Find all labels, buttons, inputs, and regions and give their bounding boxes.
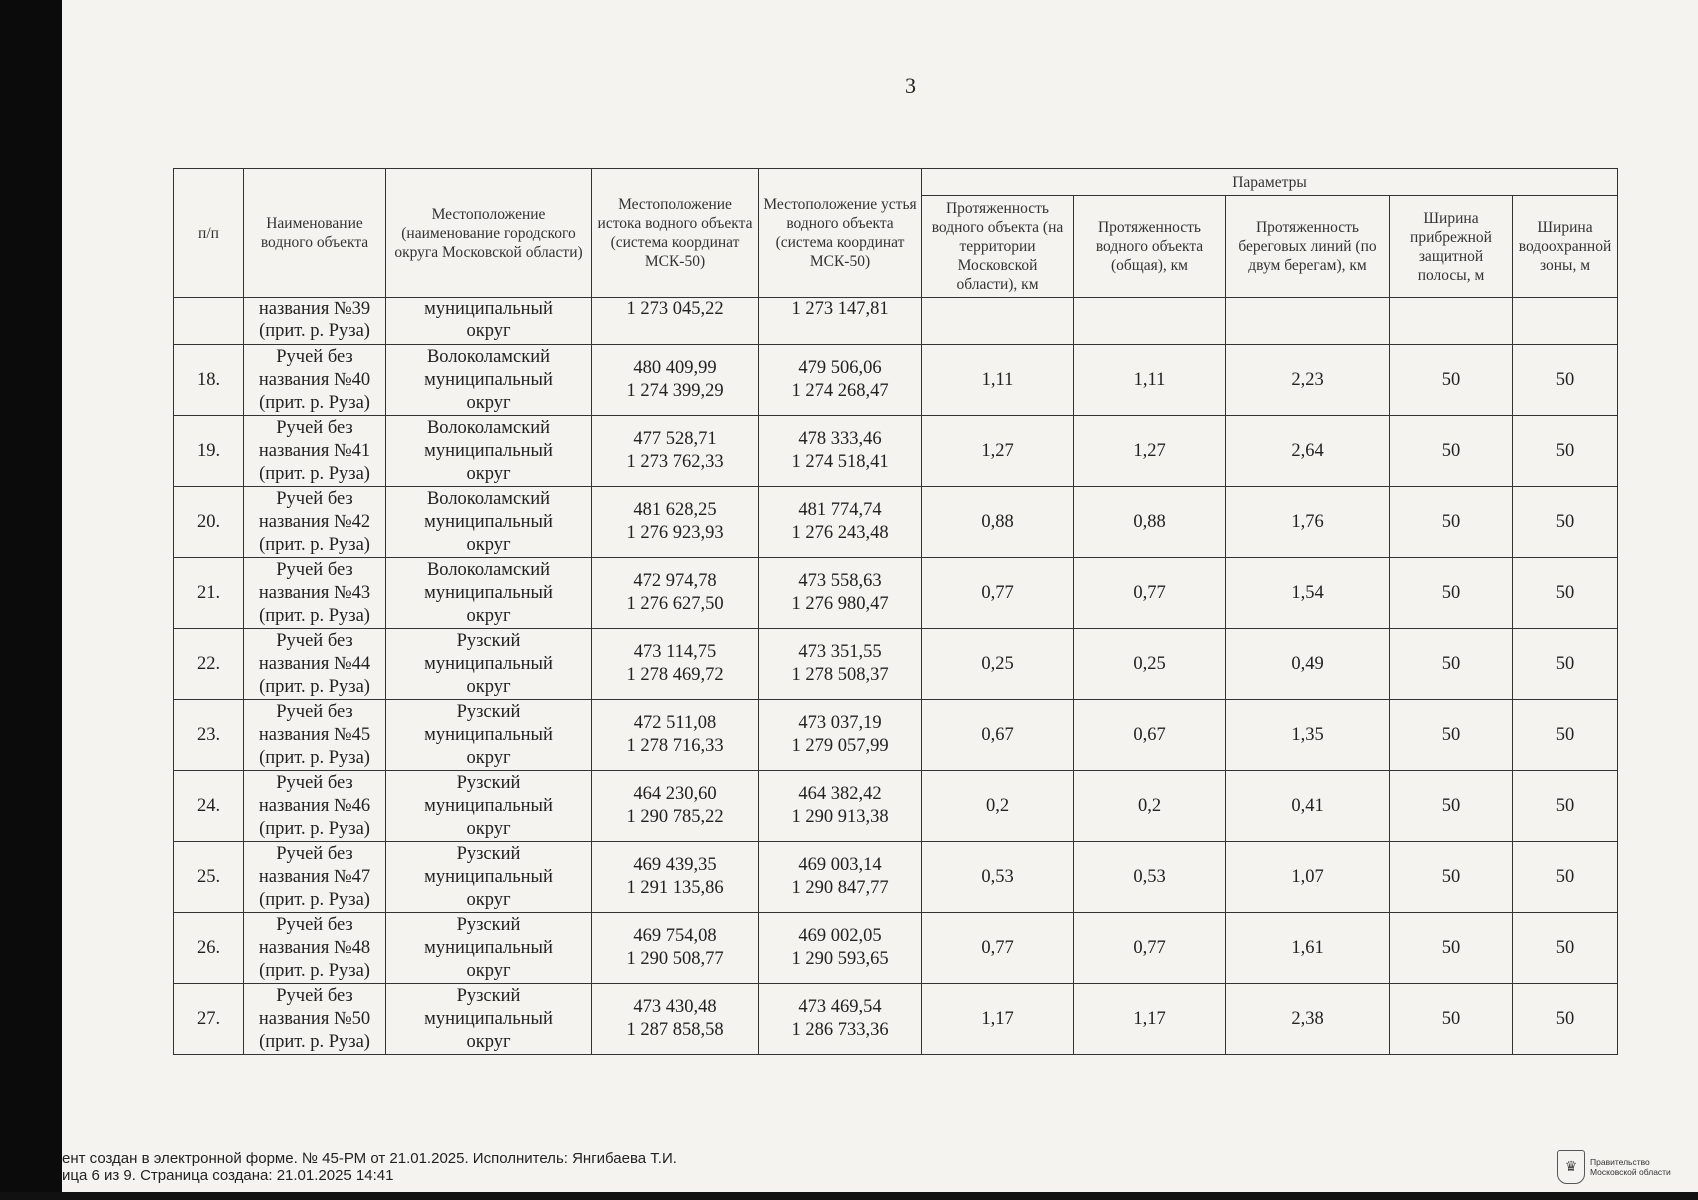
name-line: (прит. р. Руза) <box>259 960 370 981</box>
name-line: (прит. р. Руза) <box>259 747 370 768</box>
coat-of-arms-icon: ♛ <box>1557 1150 1585 1184</box>
mouth-coords-cell <box>759 700 922 771</box>
length-region-cell: 1,27 <box>922 416 1074 487</box>
location-line: Рузский <box>456 772 521 793</box>
name-line: Ручей без <box>276 985 353 1006</box>
name-cell <box>244 984 386 1055</box>
source-line: 477 528,71 <box>633 429 717 449</box>
header-protection-zone-width: Ширина водоохранной зоны, м <box>1513 196 1618 298</box>
coastal-strip-cell: 50 <box>1390 842 1513 913</box>
name-line: (прит. р. Руза) <box>259 818 370 839</box>
location-line: округ <box>466 321 511 341</box>
location-line: округ <box>466 463 511 484</box>
location-line: муниципальный <box>424 440 553 461</box>
name-line: (прит. р. Руза) <box>259 321 370 341</box>
source-line: 1 287 858,58 <box>626 1020 724 1040</box>
header-mouth-location: Местоположение устья водного объекта (система координат МСК-50) <box>759 169 922 298</box>
mouth-line: 1 286 733,36 <box>791 1020 889 1040</box>
length-total-cell: 0,77 <box>1074 913 1226 984</box>
row-number-cell: 20. <box>174 487 244 558</box>
location-line: округ <box>466 605 511 626</box>
name-line: Ручей без <box>276 843 353 864</box>
name-cell <box>244 298 386 345</box>
header-length-region: Протяженность водного объекта (на территории Московской области), км <box>922 196 1074 298</box>
location-line: Рузский <box>456 985 521 1006</box>
source-coords-cell <box>592 984 759 1055</box>
length-total-cell: 0,2 <box>1074 771 1226 842</box>
source-line: 480 409,99 <box>633 358 717 378</box>
mouth-line: 1 290 593,65 <box>791 949 889 969</box>
source-coords-cell <box>592 629 759 700</box>
length-total-cell: 0,53 <box>1074 842 1226 913</box>
mouth-line: 473 469,54 <box>798 997 882 1017</box>
name-line: Ручей без <box>276 559 353 580</box>
length-total-cell: 1,11 <box>1074 345 1226 416</box>
name-line: названия №48 <box>258 937 371 958</box>
coastal-strip-cell: 50 <box>1390 984 1513 1055</box>
source-coords-cell <box>592 345 759 416</box>
source-line: 469 439,35 <box>633 855 717 875</box>
header-shoreline-length: Протяженность береговых линий (по двум берегам), км <box>1226 196 1390 298</box>
name-line: Ручей без <box>276 914 353 935</box>
location-line: Рузский <box>456 914 521 935</box>
location-cell <box>386 984 592 1055</box>
location-line: муниципальный <box>424 511 553 532</box>
source-line: 1 276 923,93 <box>626 523 724 543</box>
scan-left-edge <box>0 0 62 1200</box>
mouth-line: 473 037,19 <box>798 713 882 733</box>
location-line: Волоколамский <box>426 488 551 509</box>
name-cell <box>244 771 386 842</box>
length-total-cell: 1,27 <box>1074 416 1226 487</box>
table-row <box>174 487 1618 558</box>
coastal-strip-cell: 50 <box>1390 487 1513 558</box>
header-length-total: Протяженность водного объекта (общая), км <box>1074 196 1226 298</box>
row-number-cell: 19. <box>174 416 244 487</box>
mouth-coords-cell <box>759 558 922 629</box>
protection-zone-cell: 50 <box>1513 842 1618 913</box>
location-line: муниципальный <box>424 582 553 603</box>
name-line: названия №46 <box>258 795 371 816</box>
protection-zone-cell: 50 <box>1513 984 1618 1055</box>
shoreline-cell: 1,76 <box>1226 487 1390 558</box>
table-row <box>174 771 1618 842</box>
mouth-line: 469 002,05 <box>798 926 882 946</box>
header-coastal-strip-width: Ширина прибрежной защитной полосы, м <box>1390 196 1513 298</box>
coastal-strip-cell: 50 <box>1390 700 1513 771</box>
protection-zone-cell: 50 <box>1513 487 1618 558</box>
length-region-cell: 1,11 <box>922 345 1074 416</box>
name-line: названия №44 <box>258 653 371 674</box>
source-line: 473 430,48 <box>633 997 717 1017</box>
location-line: округ <box>466 676 511 697</box>
source-line: 473 114,75 <box>633 642 717 662</box>
source-coords-cell <box>592 298 759 345</box>
page-number: 3 <box>905 73 916 98</box>
name-cell <box>244 700 386 771</box>
coastal-strip-cell: 50 <box>1390 416 1513 487</box>
protection-zone-cell: 50 <box>1513 771 1618 842</box>
mouth-coords-cell <box>759 345 922 416</box>
table-row <box>174 842 1618 913</box>
location-line: муниципальный <box>424 299 553 319</box>
table-row <box>174 558 1618 629</box>
protection-zone-cell: 50 <box>1513 913 1618 984</box>
row-number-cell: 18. <box>174 345 244 416</box>
length-region-cell <box>922 298 1074 345</box>
mouth-line: 1 274 268,47 <box>791 381 889 401</box>
location-line: Рузский <box>456 630 521 651</box>
coastal-strip-cell <box>1390 298 1513 345</box>
coastal-strip-cell: 50 <box>1390 771 1513 842</box>
location-line: муниципальный <box>424 1008 553 1029</box>
name-cell <box>244 842 386 913</box>
mouth-coords-cell <box>759 629 922 700</box>
name-cell <box>244 416 386 487</box>
length-total-cell: 0,67 <box>1074 700 1226 771</box>
name-line: (прит. р. Руза) <box>259 463 370 484</box>
source-line: 1 290 508,77 <box>626 949 724 969</box>
protection-zone-cell: 50 <box>1513 558 1618 629</box>
source-line: 472 511,08 <box>633 713 717 733</box>
row-number-cell: 27. <box>174 984 244 1055</box>
location-line: муниципальный <box>424 866 553 887</box>
name-line: названия №40 <box>258 369 371 390</box>
location-cell <box>386 558 592 629</box>
mouth-line: 1 290 913,38 <box>791 807 889 827</box>
row-number-cell: 23. <box>174 700 244 771</box>
mouth-line: 1 290 847,77 <box>791 878 889 898</box>
name-cell <box>244 913 386 984</box>
location-line: Рузский <box>456 701 521 722</box>
location-line: округ <box>466 392 511 413</box>
water-objects-table <box>173 168 1618 1055</box>
electronic-document-footer <box>62 1150 677 1184</box>
mouth-line: 1 274 518,41 <box>791 452 889 472</box>
row-number-cell: 25. <box>174 842 244 913</box>
source-coords-cell <box>592 771 759 842</box>
header-parameters: Параметры <box>922 169 1618 196</box>
source-coords-cell <box>592 700 759 771</box>
mouth-line: 1 278 508,37 <box>791 665 889 685</box>
length-region-cell: 0,25 <box>922 629 1074 700</box>
source-coords-cell <box>592 842 759 913</box>
government-logo <box>1557 1150 1671 1184</box>
shoreline-cell: 2,64 <box>1226 416 1390 487</box>
mouth-coords-cell <box>759 487 922 558</box>
location-line: муниципальный <box>424 653 553 674</box>
row-number-cell: 22. <box>174 629 244 700</box>
location-cell <box>386 487 592 558</box>
scan-bottom-edge <box>0 1192 1698 1200</box>
source-line: 469 754,08 <box>633 926 717 946</box>
length-region-cell: 0,53 <box>922 842 1074 913</box>
name-line: Ручей без <box>276 346 353 367</box>
location-line: округ <box>466 747 511 768</box>
mouth-line: 469 003,14 <box>798 855 882 875</box>
name-cell <box>244 629 386 700</box>
mouth-line: 1 279 057,99 <box>791 736 889 756</box>
location-cell <box>386 298 592 345</box>
source-line: 472 974,78 <box>633 571 717 591</box>
name-line: (прит. р. Руза) <box>259 1031 370 1052</box>
footer-line-1: ент создан в электронной форме. № 45-РМ от 21.01.2025. Исполнитель: Янгибаева Т.И. <box>62 1150 677 1167</box>
source-coords-cell <box>592 416 759 487</box>
mouth-line: 1 273 147,81 <box>791 299 889 319</box>
name-line: названия №45 <box>258 724 371 745</box>
mouth-line: 481 774,74 <box>798 500 882 520</box>
length-region-cell: 0,2 <box>922 771 1074 842</box>
row-number-cell: 26. <box>174 913 244 984</box>
mouth-coords-cell <box>759 913 922 984</box>
name-line: названия №41 <box>258 440 371 461</box>
name-cell <box>244 558 386 629</box>
row-number-cell <box>174 298 244 345</box>
mouth-coords-cell <box>759 842 922 913</box>
table-body <box>174 298 1618 1055</box>
name-line: (прит. р. Руза) <box>259 392 370 413</box>
table-row <box>174 913 1618 984</box>
shoreline-cell: 0,49 <box>1226 629 1390 700</box>
source-coords-cell <box>592 558 759 629</box>
name-line: названия №43 <box>258 582 371 603</box>
mouth-coords-cell <box>759 771 922 842</box>
length-total-cell <box>1074 298 1226 345</box>
location-line: округ <box>466 534 511 555</box>
name-line: Ручей без <box>276 772 353 793</box>
length-total-cell: 0,88 <box>1074 487 1226 558</box>
location-line: муниципальный <box>424 795 553 816</box>
table-row <box>174 416 1618 487</box>
source-line: 1 273 762,33 <box>626 452 724 472</box>
coastal-strip-cell: 50 <box>1390 913 1513 984</box>
location-line: Волоколамский <box>426 346 551 367</box>
coastal-strip-cell: 50 <box>1390 345 1513 416</box>
shoreline-cell <box>1226 298 1390 345</box>
header-name: Наименование водного объекта <box>244 169 386 298</box>
source-coords-cell <box>592 913 759 984</box>
shoreline-cell: 2,23 <box>1226 345 1390 416</box>
location-line: муниципальный <box>424 369 553 390</box>
protection-zone-cell: 50 <box>1513 700 1618 771</box>
name-line: названия №42 <box>258 511 371 532</box>
location-line: муниципальный <box>424 724 553 745</box>
length-region-cell: 0,77 <box>922 913 1074 984</box>
source-line: 1 274 399,29 <box>626 381 724 401</box>
location-line: округ <box>466 1031 511 1052</box>
name-line: названия №39 <box>258 299 371 319</box>
location-cell <box>386 842 592 913</box>
table-row <box>174 629 1618 700</box>
header-source-location: Местоположение истока водного объекта (система координат МСК-50) <box>592 169 759 298</box>
mouth-coords-cell <box>759 298 922 345</box>
mouth-line: 1 276 980,47 <box>791 594 889 614</box>
table-row <box>174 984 1618 1055</box>
location-line: округ <box>466 818 511 839</box>
row-number-cell: 21. <box>174 558 244 629</box>
location-cell <box>386 345 592 416</box>
location-line: округ <box>466 960 511 981</box>
mouth-coords-cell <box>759 416 922 487</box>
length-region-cell: 1,17 <box>922 984 1074 1055</box>
location-cell <box>386 771 592 842</box>
location-line: округ <box>466 889 511 910</box>
mouth-line: 473 558,63 <box>798 571 882 591</box>
name-cell <box>244 345 386 416</box>
name-line: названия №47 <box>258 866 371 887</box>
coastal-strip-cell: 50 <box>1390 629 1513 700</box>
table-row <box>174 700 1618 771</box>
location-line: муниципальный <box>424 937 553 958</box>
length-total-cell: 1,17 <box>1074 984 1226 1055</box>
shoreline-cell: 0,41 <box>1226 771 1390 842</box>
footer-line-2: ица 6 из 9. Страница создана: 21.01.2025 14:41 <box>62 1167 394 1184</box>
mouth-line: 1 276 243,48 <box>791 523 889 543</box>
shoreline-cell: 1,07 <box>1226 842 1390 913</box>
mouth-line: 464 382,42 <box>798 784 882 804</box>
protection-zone-cell <box>1513 298 1618 345</box>
name-cell <box>244 487 386 558</box>
mouth-coords-cell <box>759 984 922 1055</box>
length-total-cell: 0,25 <box>1074 629 1226 700</box>
name-line: Ручей без <box>276 701 353 722</box>
mouth-line: 473 351,55 <box>798 642 882 662</box>
name-line: (прит. р. Руза) <box>259 676 370 697</box>
source-line: 1 273 045,22 <box>626 299 724 319</box>
protection-zone-cell: 50 <box>1513 416 1618 487</box>
length-region-cell: 0,88 <box>922 487 1074 558</box>
table-row <box>174 298 1618 345</box>
shoreline-cell: 1,35 <box>1226 700 1390 771</box>
source-line: 1 290 785,22 <box>626 807 724 827</box>
location-line: Волоколамский <box>426 417 551 438</box>
location-line: Рузский <box>456 843 521 864</box>
location-line: Волоколамский <box>426 559 551 580</box>
location-cell <box>386 416 592 487</box>
location-cell <box>386 700 592 771</box>
name-line: Ручей без <box>276 630 353 651</box>
source-coords-cell <box>592 487 759 558</box>
mouth-line: 479 506,06 <box>798 358 882 378</box>
name-line: (прит. р. Руза) <box>259 889 370 910</box>
source-line: 1 278 716,33 <box>626 736 724 756</box>
gov-logo-line-2: Московской области <box>1590 1167 1671 1177</box>
source-line: 1 276 627,50 <box>626 594 724 614</box>
source-line: 481 628,25 <box>633 500 717 520</box>
shoreline-cell: 1,54 <box>1226 558 1390 629</box>
length-total-cell: 0,77 <box>1074 558 1226 629</box>
shoreline-cell: 2,38 <box>1226 984 1390 1055</box>
location-cell <box>386 629 592 700</box>
name-line: названия №50 <box>258 1008 371 1029</box>
name-line: Ручей без <box>276 417 353 438</box>
coastal-strip-cell: 50 <box>1390 558 1513 629</box>
row-number-cell: 24. <box>174 771 244 842</box>
gov-logo-line-1: Правительство <box>1590 1157 1650 1167</box>
source-line: 1 291 135,86 <box>626 878 724 898</box>
name-line: (прит. р. Руза) <box>259 605 370 626</box>
header-number: п/п <box>174 169 244 298</box>
name-line: (прит. р. Руза) <box>259 534 370 555</box>
location-cell <box>386 913 592 984</box>
protection-zone-cell: 50 <box>1513 629 1618 700</box>
source-line: 464 230,60 <box>633 784 717 804</box>
table-row <box>174 345 1618 416</box>
length-region-cell: 0,77 <box>922 558 1074 629</box>
source-line: 1 278 469,72 <box>626 665 724 685</box>
mouth-line: 478 333,46 <box>798 429 882 449</box>
shoreline-cell: 1,61 <box>1226 913 1390 984</box>
protection-zone-cell: 50 <box>1513 345 1618 416</box>
header-location: Местоположение (наименование городского округа Московской области) <box>386 169 592 298</box>
length-region-cell: 0,67 <box>922 700 1074 771</box>
name-line: Ручей без <box>276 488 353 509</box>
